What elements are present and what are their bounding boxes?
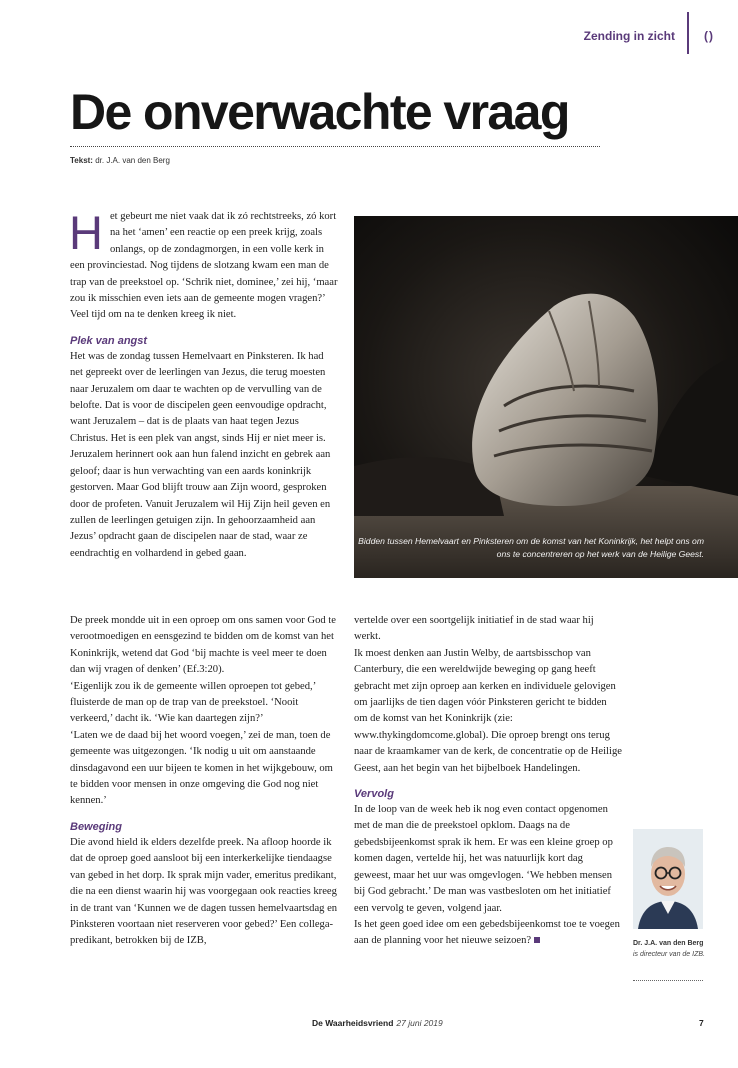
closing-text: Is het geen goed idee om een gebedsbijeenkomst toe te voegen aan de planning voor het nieuwe seizoen?	[354, 918, 620, 947]
photo-caption: Bidden tussen Hemelvaart en Pinksteren om de komst van het Koninkrijk, het helpt ons om ons te concentreren op het werk van de Heilige Geest.	[358, 536, 704, 559]
paragraph: ‘Laten we de daad bij het woord voegen,’ zei de man, toen de gemeente was uitgezongen. ‘Ik nodig u uit om aanstaande dinsdagavond een uur bijeen te komen in het wijkgebouw, om te bidden voor mensen in onze omgeving die God nog niet kennen.’	[70, 729, 333, 807]
paragraph: ‘Eigenlijk zou ik de gemeente willen oproepen tot gebed,’ fluisterde de man op de trap van de preekstoel. ‘Nooit verkeerd,’ dacht ik. ‘Wie kan daartegen zijn?’	[70, 680, 316, 725]
column-left-bottom	[70, 613, 338, 950]
heading-plek-van-angst: Plek van angst	[70, 334, 148, 347]
section-label: Zending in zicht	[583, 29, 675, 43]
paragraph: Die avond hield ik elders dezelfde preek. Na afloop hoorde ik dat de oproep goed aansloot bij een interkerkelijke tiendaagse van gebed in het dorp. Ik sprak mijn vader, emeritus predikant, die na een dienst waarin hij was voorgegaan ook reacties kreeg in de trant van ‘Kunnen we de dagen tussen hemelvaartsdag en Pinksteren voortaan niet reserveren voor gebed?’ Een collega-predikant, betrokken bij de IZB,	[70, 836, 338, 947]
paragraph: De preek mondde uit in een oproep om ons samen voor God te verootmoedigen en eensgezind te bidden om de komst van het Koninkrijk, wetend dat God ‘bij machte is veel meer te doen dan wij vragen of denken’ (Ef.3:20).	[70, 615, 336, 676]
page-footer	[312, 1018, 443, 1028]
section-mark: ()	[704, 29, 714, 43]
end-mark-icon	[534, 937, 540, 943]
publication-date: 27 juni 2019	[396, 1018, 443, 1028]
author-info	[633, 938, 709, 960]
intro-text: et gebeurt me niet vaak dat ik zó rechtstreeks, zó kort na het ‘amen’ een reactie op een preek krijg, zoals onlangs, op de zondagmorgen, in een volle kerk in een provinciestad. Nog tijdens de slotzang kwam een man de trap van de preekstoel op. ‘Schrik niet, dominee,’ zei hij, ‘maar zou ik misschien even iets aan de gemeente mogen vragen?’ Veel tijd om na te denken kreeg ik niet.	[70, 211, 338, 321]
author-name: Dr. J.A. van den Berg	[633, 940, 704, 947]
page-number: 7	[699, 1018, 704, 1028]
publication-name: De Waarheidsvriend	[312, 1018, 394, 1028]
title-divider	[70, 146, 600, 147]
drop-cap: H	[69, 206, 103, 259]
column-left-top	[69, 206, 338, 562]
heading-vervolg: Vervolg	[354, 788, 394, 801]
header-divider	[687, 12, 689, 54]
paragraph: Het was de zondag tussen Hemelvaart en Pinksteren. Ik had net gepreekt over de leerlingen van Jezus, die terug moesten naar Jeruzalem om daar te wachten op de vervulling van de belofte. Dat is voor de discipelen geen eenvoudige opdracht, want Jeruzalem – dat is de plaats van haat tegen Jezus Christus. Het is een plek van angst, sinds Hij er niet meer is. Jeruzalem herinnert ook aan hun falend inzicht en gebrek aan geloof; daar is hun verwachting van een aards koninkrijk gestorven. Maar God blijft trouw aan Zijn woord, gesproken door de profeten. Vanuit Jeruzalem wil Hij Zijn heil geven en zullen de leerlingen getuigen zijn. In gehoorzaamheid aan Jezus’ opdracht gaan de discipelen naar de stad, waar ze eendrachtig en volhardend in gebed gaan.	[70, 350, 331, 559]
byline	[70, 156, 170, 165]
praying-hands-photo	[354, 216, 738, 578]
paragraph: vertelde over een soortgelijk initiatief in de stad waar hij werkt.	[354, 615, 594, 643]
column-right-bottom	[354, 613, 622, 950]
article-title: De onverwachte vraag	[70, 84, 569, 140]
byline-label: Tekst:	[70, 156, 93, 165]
intro-paragraph	[69, 206, 338, 324]
closing-paragraph	[354, 917, 622, 950]
byline-author: dr. J.A. van den Berg	[95, 156, 170, 165]
heading-beweging: Beweging	[70, 820, 122, 833]
paragraph: Ik moest denken aan Justin Welby, de aartsbisschop van Canterbury, die een wereldwijde beweging op gang heeft gebracht met zijn oproep aan kerken en individuele gelovigen om jaarlijks de tien dagen vóór Pinksteren gericht te bidden om de komst van het Koninkrijk (zie: www.thykingdomcome.global). Die oproep brengt ons terug naar de kraamkamer van de kerk, de concentratie op de Heilige Geest, aan het begin van het bijbelboek Handelingen.	[354, 647, 622, 774]
author-portrait	[633, 829, 703, 929]
author-role: is directeur van de IZB.	[633, 951, 705, 958]
paragraph: In de loop van de week heb ik nog even contact opgenomen met de man die de preekstoel opklom. Daags na de gebedsbijeenkomst sprak ik hem. Er was een kleine groep op komen dagen, vertelde hij, het was natuurlijk kort dag geweest, maar het uur was omgevlogen. ‘We hebben mensen bij God gebracht.’ De man was vastbesloten om het initiatief een vervolg te geven, volgend jaar.	[354, 804, 613, 914]
author-divider	[633, 980, 703, 981]
